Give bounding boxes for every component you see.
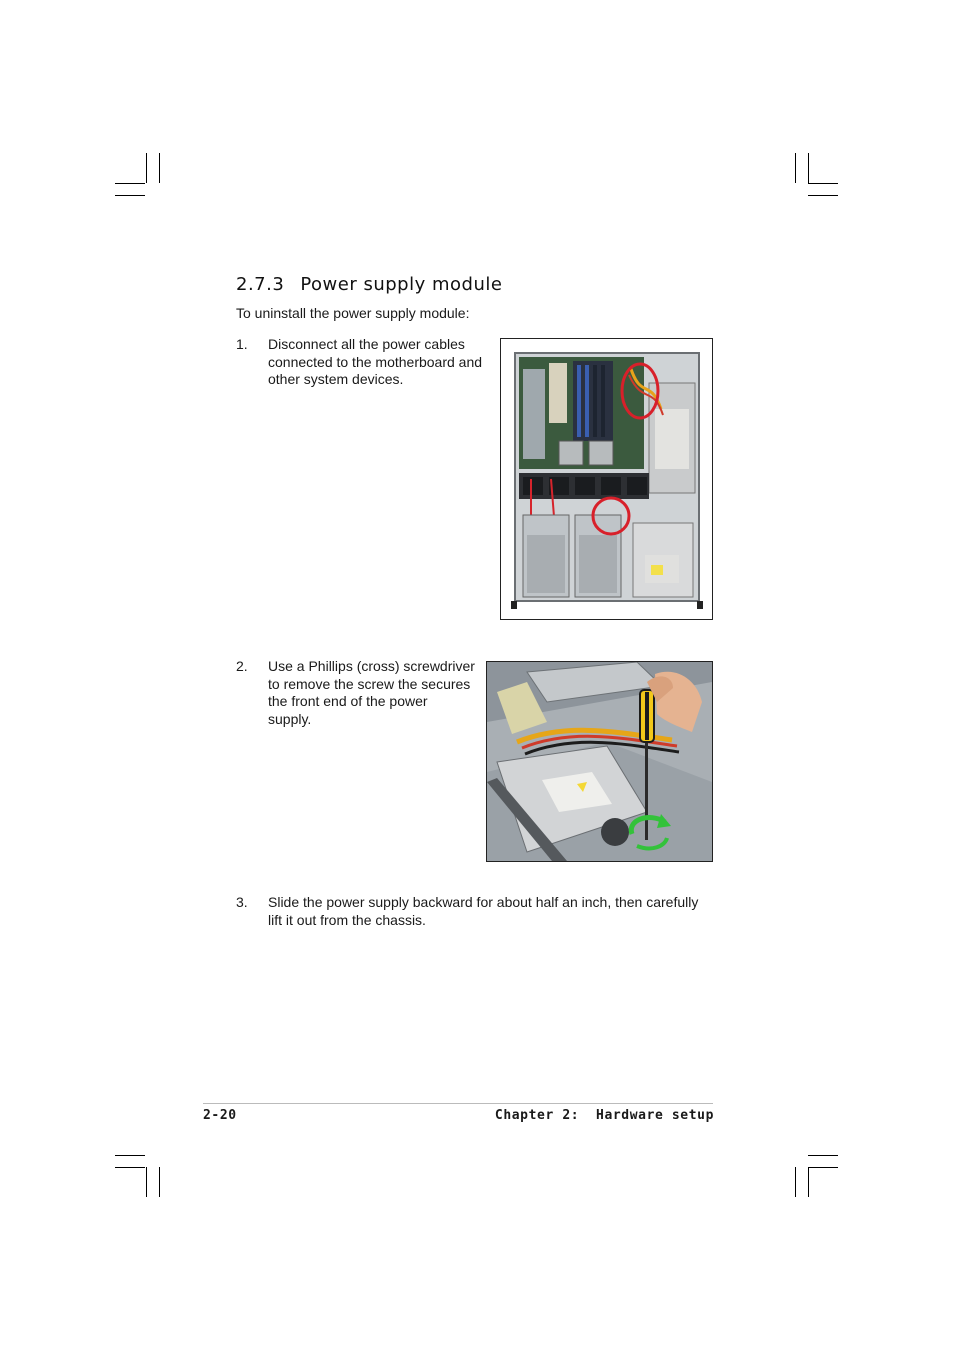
crop-mark — [159, 1167, 160, 1197]
chassis-illustration — [501, 339, 712, 619]
crop-mark — [115, 1167, 145, 1168]
crop-mark — [808, 153, 809, 183]
screwdriver-photo — [486, 661, 713, 862]
step-text: Disconnect all the power cables connected to the motherboard and other system devices. — [268, 336, 483, 387]
step-text: Slide the power supply backward for about half an inch, then carefully lift it out from the chassis. — [268, 894, 699, 928]
step-number: 1. — [236, 336, 248, 352]
crop-mark — [115, 1155, 145, 1156]
crop-mark — [795, 153, 796, 183]
intro-text: To uninstall the power supply module: — [236, 305, 470, 321]
step-text: Use a Phillips (cross) screwdriver to remove the screw the secures the front end of the power supply. — [268, 658, 475, 727]
crop-mark — [146, 1167, 147, 1197]
step-number: 3. — [236, 894, 248, 910]
chapter-title: Chapter 2: Hardware setup — [494, 1108, 714, 1123]
screwdriver-illustration — [487, 662, 712, 861]
crop-mark — [115, 195, 145, 196]
step-1 — [236, 336, 496, 396]
crop-mark — [808, 1155, 838, 1156]
crop-mark — [115, 183, 145, 184]
section-heading — [236, 274, 502, 295]
crop-mark — [795, 1167, 796, 1197]
crop-mark — [808, 1167, 809, 1197]
crop-mark — [808, 183, 838, 184]
crop-mark — [808, 195, 838, 196]
step-3 — [236, 894, 716, 934]
crop-mark — [808, 1167, 838, 1168]
chassis-top-view-photo — [500, 338, 713, 620]
page-number: 2-20 — [203, 1108, 237, 1123]
footer-divider — [203, 1103, 713, 1104]
step-2 — [236, 658, 486, 738]
step-number: 2. — [236, 658, 248, 674]
crop-mark — [146, 153, 147, 183]
crop-mark — [159, 153, 160, 183]
section-title: Power supply module — [300, 274, 503, 295]
section-number: 2.7.3 — [236, 274, 285, 295]
